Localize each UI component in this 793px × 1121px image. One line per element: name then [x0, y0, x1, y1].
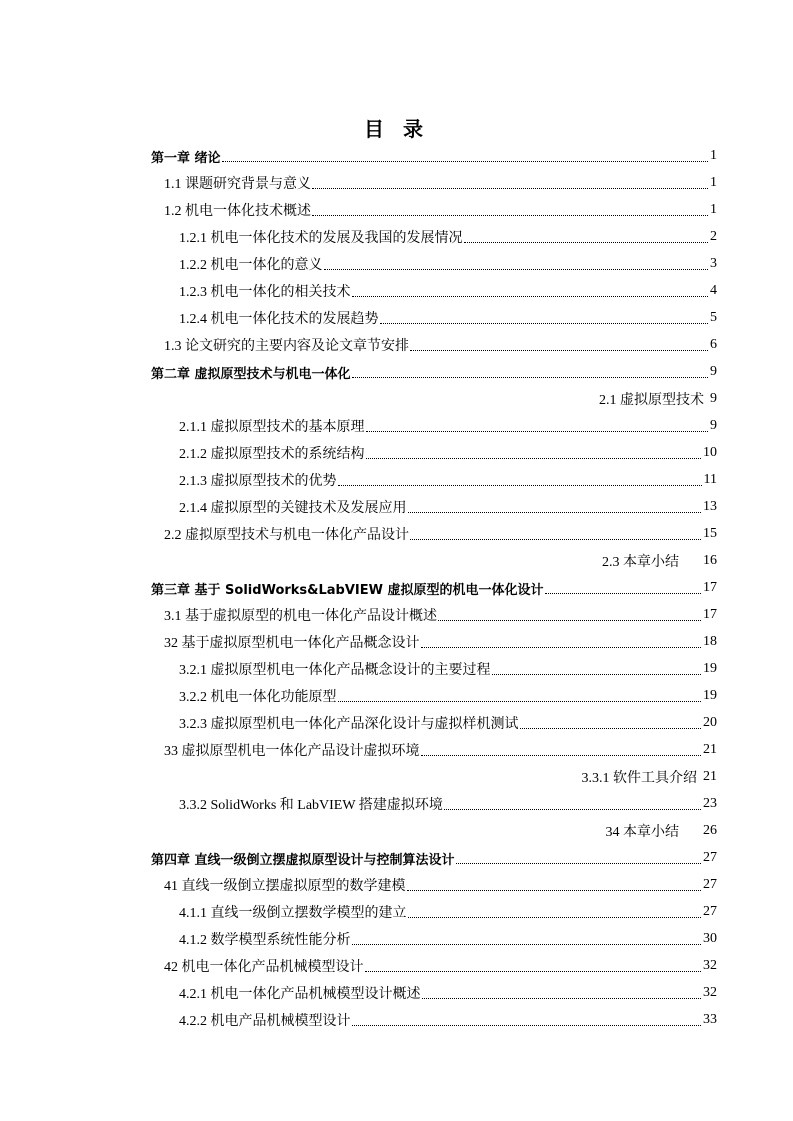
toc-entry-page: 26 — [703, 823, 717, 838]
toc-entry-page: 20 — [703, 715, 717, 730]
dot-leader — [410, 539, 701, 540]
toc-entry[interactable] — [179, 983, 717, 1003]
toc-entry[interactable] — [179, 659, 717, 679]
toc-entry[interactable] — [179, 470, 717, 490]
toc-entry-label: 第四章 直线一级倒立摆虚拟原型设计与控制算法设计 — [151, 852, 455, 868]
dot-leader — [444, 809, 701, 810]
toc-entry-page: 27 — [703, 877, 717, 892]
toc-entry-page: 10 — [703, 445, 717, 460]
toc-entry-page: 2 — [710, 229, 717, 244]
toc-entry-page: 5 — [710, 310, 717, 325]
toc-entry-page: 1 — [710, 175, 717, 190]
dot-leader — [407, 890, 702, 891]
dot-leader — [222, 161, 708, 162]
toc-entry-page: 1 — [710, 202, 717, 217]
toc-entry-label: 第一章 绪论 — [151, 150, 221, 166]
dot-leader — [365, 971, 702, 972]
dot-leader — [352, 1025, 702, 1026]
toc-entry[interactable] — [179, 443, 717, 463]
dot-leader — [408, 512, 702, 513]
toc-entry[interactable] — [179, 254, 717, 274]
dot-leader — [352, 377, 708, 378]
toc-entry-label: 1.1 课题研究背景与意义 — [164, 177, 311, 192]
toc-entry-label: 1.2.3 机电一体化的相关技术 — [179, 285, 351, 300]
dot-leader — [366, 431, 709, 432]
toc-entry-page: 17 — [703, 607, 717, 622]
dot-leader — [456, 863, 701, 864]
toc-entry-page: 30 — [703, 931, 717, 946]
toc-entry[interactable] — [179, 686, 717, 706]
toc-entry-label: 4.1.2 数学模型系统性能分析 — [179, 933, 351, 948]
toc-entry-label: 42 机电一体化产品机械模型设计 — [164, 960, 364, 975]
toc-entry[interactable] — [179, 713, 717, 733]
toc-entry[interactable] — [179, 794, 717, 814]
toc-entry[interactable] — [164, 740, 717, 760]
dot-leader — [338, 701, 702, 702]
toc-entry-label: 41 直线一级倒立摆虚拟原型的数学建模 — [164, 879, 406, 894]
toc-entry-label: 第三章 基于 SolidWorks&LabVIEW 虚拟原型的机电一体化设计 — [151, 582, 544, 598]
toc-entry[interactable] — [164, 524, 717, 544]
dot-leader — [492, 674, 702, 675]
toc-chapter-entry[interactable] — [151, 362, 717, 382]
toc-entry-label: 4.1.1 直线一级倒立摆数学模型的建立 — [179, 906, 407, 921]
dot-leader — [352, 944, 702, 945]
dot-leader — [520, 728, 702, 729]
toc-entry[interactable] — [179, 929, 717, 949]
dot-leader — [366, 458, 702, 459]
toc-entry[interactable] — [164, 956, 717, 976]
toc-entry-page: 32 — [703, 985, 717, 1000]
toc-entry-label: 33 虚拟原型机电一体化产品设计虚拟环境 — [164, 744, 420, 759]
toc-entry-page: 4 — [710, 283, 717, 298]
dot-leader — [408, 917, 702, 918]
toc-entry-page: 21 — [703, 769, 717, 784]
toc-entry-page: 9 — [710, 418, 717, 433]
dot-leader — [422, 998, 702, 999]
toc-entry-page: 17 — [703, 580, 717, 595]
toc-entry-label: 32 基于虚拟原型机电一体化产品概念设计 — [164, 636, 420, 651]
toc-chapter-entry[interactable] — [151, 146, 717, 166]
dot-leader — [545, 593, 701, 594]
toc-entry[interactable] — [179, 497, 717, 517]
toc-entry-label: 3.3.2 SolidWorks 和 LabVIEW 搭建虚拟环境 — [179, 798, 443, 813]
toc-entry-page: 33 — [703, 1012, 717, 1027]
toc-entry-label: 3.2.3 虚拟原型机电一体化产品深化设计与虚拟样机测试 — [179, 717, 519, 732]
toc-entry-label: 34 本章小结 — [605, 825, 679, 840]
toc-entry-label: 1.3 论文研究的主要内容及论文章节安排 — [164, 339, 409, 354]
toc-entry-page: 27 — [703, 850, 717, 865]
toc-entry-page: 13 — [703, 499, 717, 514]
toc-entry-label: 2.1.1 虚拟原型技术的基本原理 — [179, 420, 365, 435]
toc-entry[interactable] — [164, 335, 717, 355]
dot-leader — [324, 269, 709, 270]
toc-entry[interactable] — [164, 875, 717, 895]
dot-leader — [352, 296, 709, 297]
toc-entry[interactable] — [179, 902, 717, 922]
toc-entry[interactable] — [179, 281, 717, 301]
toc-entry-label: 2.1.3 虚拟原型技术的优势 — [179, 474, 337, 489]
toc-entry-page: 15 — [703, 526, 717, 541]
toc-entry-label: 2.1.2 虚拟原型技术的系统结构 — [179, 447, 365, 462]
toc-entry-page: 1 — [710, 148, 717, 163]
toc-entry[interactable] — [164, 200, 717, 220]
toc-entry-label: 2.2 虚拟原型技术与机电一体化产品设计 — [164, 528, 409, 543]
dot-leader — [380, 323, 709, 324]
toc-entry-page: 27 — [703, 904, 717, 919]
toc-entry[interactable] — [300, 389, 717, 409]
toc-entry-page: 9 — [710, 364, 717, 379]
dot-leader — [410, 350, 708, 351]
toc-chapter-entry[interactable] — [151, 848, 717, 868]
dot-leader — [338, 485, 702, 486]
toc-entry-label: 3.3.1 软件工具介绍 — [581, 771, 697, 786]
toc-entry[interactable] — [300, 551, 717, 571]
toc-entry[interactable] — [164, 632, 717, 652]
toc-entry[interactable] — [300, 767, 717, 787]
toc-entry[interactable] — [179, 227, 717, 247]
toc-entry-page: 11 — [703, 472, 717, 487]
toc-entry-page: 6 — [710, 337, 717, 352]
toc-entry-label: 第二章 虚拟原型技术与机电一体化 — [151, 366, 351, 382]
toc-entry-page: 23 — [703, 796, 717, 811]
dot-leader — [464, 242, 709, 243]
toc-entry[interactable] — [164, 605, 717, 625]
dot-leader — [312, 215, 708, 216]
toc-entry-label: 2.1 虚拟原型技术 — [599, 393, 704, 408]
toc-entry[interactable] — [179, 416, 717, 436]
toc-entry-page: 19 — [703, 661, 717, 676]
toc-entry-page: 19 — [703, 688, 717, 703]
toc-entry-label: 3.2.1 虚拟原型机电一体化产品概念设计的主要过程 — [179, 663, 491, 678]
toc-entry-label: 2.1.4 虚拟原型的关键技术及发展应用 — [179, 501, 407, 516]
dot-leader — [421, 755, 702, 756]
dot-leader — [421, 647, 702, 648]
toc-entry-page: 16 — [703, 553, 717, 568]
toc-entry-label: 3.2.2 机电一体化功能原型 — [179, 690, 337, 705]
dot-leader — [438, 620, 701, 621]
toc-entry-label: 2.3 本章小结 — [602, 555, 679, 570]
toc-entry-page: 32 — [703, 958, 717, 973]
toc-entry-label: 3.1 基于虚拟原型的机电一体化产品设计概述 — [164, 609, 437, 624]
toc-entry[interactable] — [164, 173, 717, 193]
toc-entry-page: 18 — [703, 634, 717, 649]
toc-entry-page: 21 — [703, 742, 717, 757]
page-title: 目 录 — [364, 117, 429, 141]
toc-entry-label: 1.2.1 机电一体化技术的发展及我国的发展情况 — [179, 231, 463, 246]
toc-entry-label: 4.2.1 机电一体化产品机械模型设计概述 — [179, 987, 421, 1002]
toc-entry-page: 3 — [710, 256, 717, 271]
toc-entry-page: 9 — [710, 391, 717, 406]
toc-entry-label: 1.2 机电一体化技术概述 — [164, 204, 311, 219]
toc-entry-label: 4.2.2 机电产品机械模型设计 — [179, 1014, 351, 1029]
toc-entry-label: 1.2.4 机电一体化技术的发展趋势 — [179, 312, 379, 327]
toc-entry[interactable] — [179, 308, 717, 328]
toc-entry-label: 1.2.2 机电一体化的意义 — [179, 258, 323, 273]
toc-entry[interactable] — [179, 1010, 717, 1030]
dot-leader — [312, 188, 708, 189]
toc-entry[interactable] — [300, 821, 717, 841]
toc-chapter-entry[interactable] — [151, 578, 717, 598]
